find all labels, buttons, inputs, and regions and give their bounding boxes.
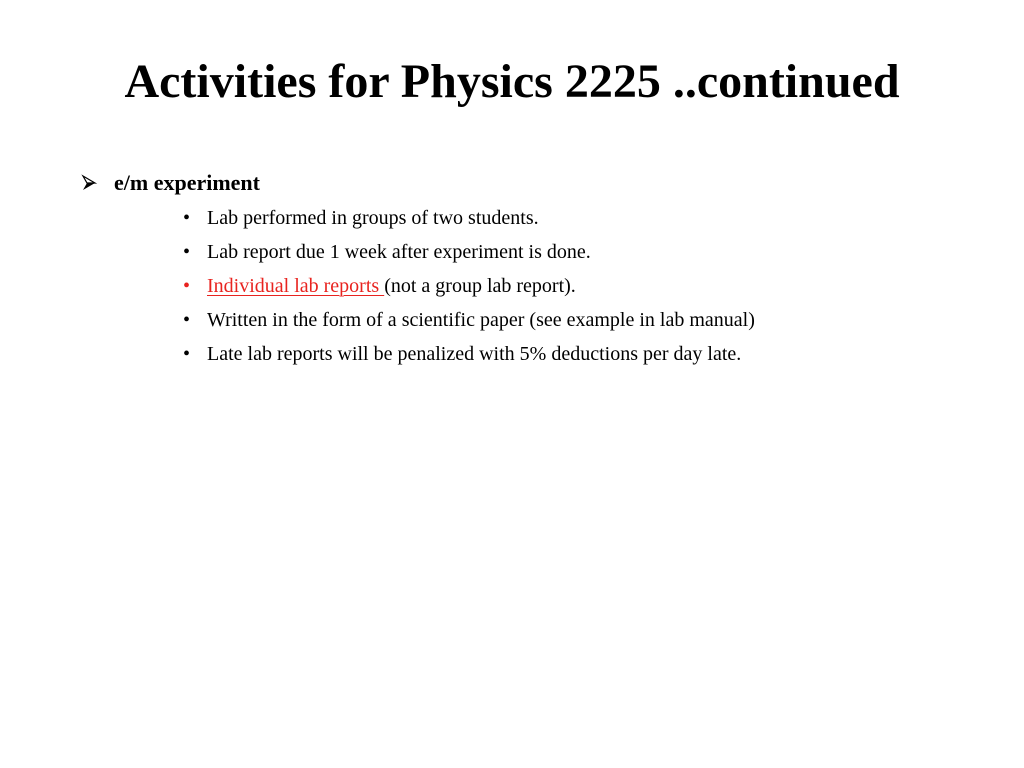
- bullet-list: [183, 204, 1003, 374]
- section-heading: [80, 168, 980, 198]
- individual-lab-reports-link[interactable]: Individual lab reports: [207, 275, 385, 297]
- bullet-text: Lab report due 1 week after experiment is done.: [207, 241, 591, 263]
- section-em-experiment: [80, 168, 980, 198]
- bullet-dot-icon: •: [183, 207, 191, 229]
- bullet-item: [183, 204, 1003, 238]
- bullet-text: (not a group lab report).: [384, 275, 576, 297]
- bullet-item: [183, 238, 1003, 272]
- bullet-item: [183, 340, 1003, 374]
- arrow-bullet-icon: [80, 174, 98, 192]
- bullet-text: Late lab reports will be penalized with 5% deductions per day late.: [207, 343, 742, 365]
- bullet-text: Written in the form of a scientific paper (see example in lab manual): [207, 309, 755, 331]
- bullet-text-container: [207, 272, 576, 300]
- slide-title: Activities for Physics 2225 ..continued: [124, 55, 900, 108]
- bullet-item-individual-reports: [183, 272, 1003, 306]
- bullet-item: [183, 306, 1003, 340]
- bullet-dot-icon: •: [183, 275, 191, 297]
- bullet-text: Lab performed in groups of two students.: [207, 207, 539, 229]
- bullet-dot-icon: •: [183, 343, 191, 365]
- bullet-dot-icon: •: [183, 309, 191, 331]
- section-heading-label: e/m experiment: [114, 170, 260, 195]
- bullet-dot-icon: •: [183, 241, 191, 263]
